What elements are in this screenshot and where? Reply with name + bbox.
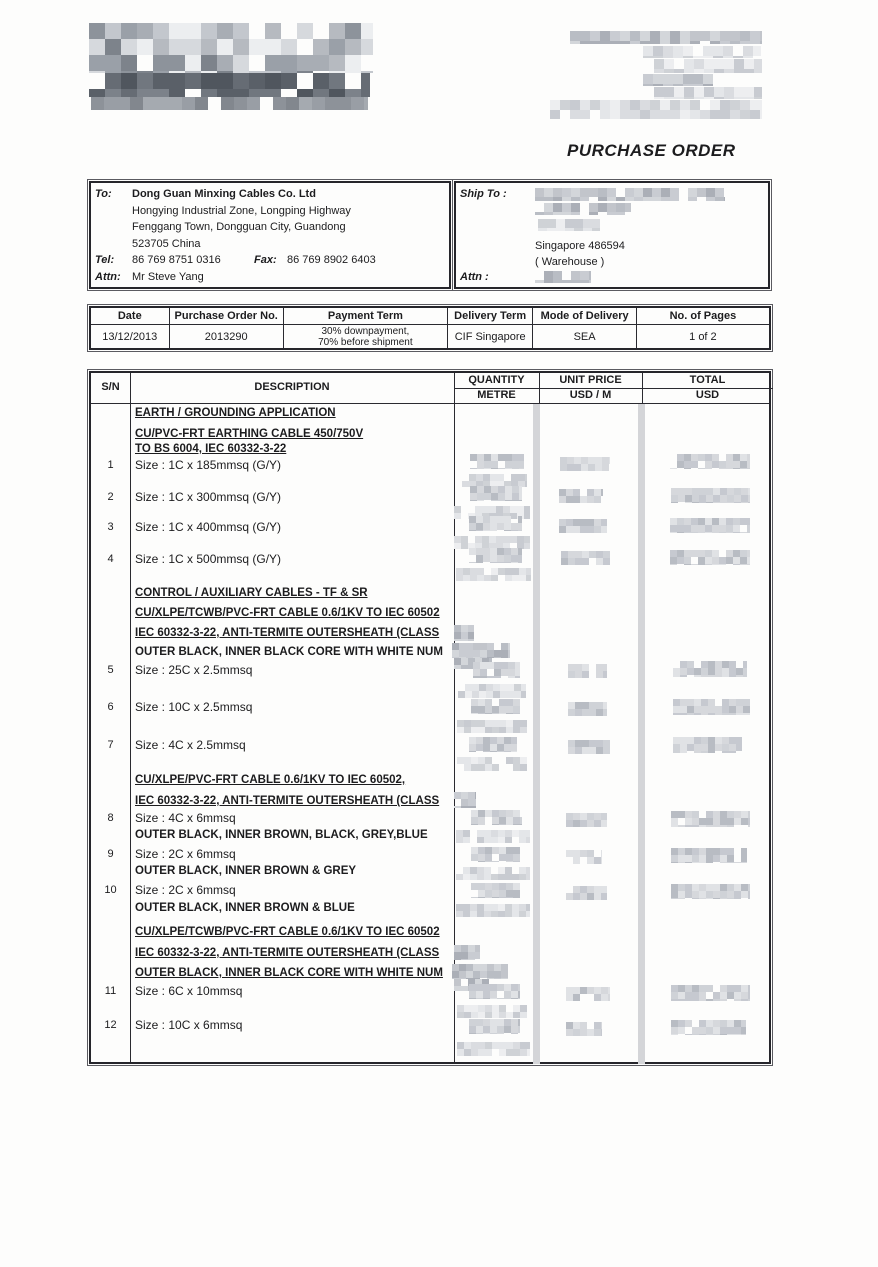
ship-attn-label: Attn : [460, 271, 489, 283]
item-sn: 7 [107, 739, 114, 751]
redacted-quantity [469, 516, 522, 531]
company-logo-redacted [89, 23, 373, 73]
description-line: Size : 4C x 2.5mmsq [135, 738, 246, 752]
description-line: IEC 60332-3-22, ANTI-TERMITE OUTERSHEATH (CLASS [135, 947, 440, 959]
redacted-total [671, 985, 750, 1001]
redacted-quantity-alt [457, 1005, 527, 1018]
ship-to-box-inner [454, 181, 770, 289]
redacted-unit-price [568, 702, 607, 716]
redacted-quantity [469, 737, 517, 752]
vendor-name: Dong Guan Minxing Cables Co. Ltd [132, 188, 316, 200]
line-items-table-inner [89, 371, 771, 1064]
item-sn: 1 [107, 459, 114, 471]
item-sn: 2 [107, 491, 114, 503]
redacted-total [673, 699, 750, 715]
header-rule [91, 403, 769, 404]
redacted-quantity [470, 454, 524, 469]
company-logo-redacted [89, 73, 370, 97]
redacted-quantity-alt [458, 684, 526, 698]
redacted-unit-price [566, 886, 607, 900]
attn-value: Mr Steve Yang [132, 271, 204, 283]
info-header: Delivery Term [448, 308, 533, 325]
redacted-quantity [469, 1019, 520, 1034]
item-sn: 8 [107, 812, 114, 824]
header-unit-price-unit: USD / M [569, 389, 612, 401]
company-address-redacted [570, 31, 762, 44]
order-info-table [87, 304, 773, 352]
description-line: CONTROL / AUXILIARY CABLES - TF & SR [135, 587, 368, 599]
ship-attn-redacted [535, 271, 591, 283]
vendor-address-line-1: Hongying Industrial Zone, Longping Highway [132, 205, 351, 217]
description-line: CU/XLPE/TCWB/PVC-FRT CABLE 0.6/1KV TO IEC 60502 [135, 926, 440, 938]
redacted-total [671, 1020, 746, 1035]
item-sn: 9 [107, 848, 114, 860]
redacted-quantity-alt [457, 757, 527, 771]
redacted-description-overflow [454, 945, 480, 960]
company-logo-redacted [91, 97, 368, 110]
description-line: Size : 2C x 6mmsq [135, 883, 236, 897]
info-header: Date [91, 308, 169, 325]
redacted-unit-price [566, 850, 602, 864]
description-line: OUTER BLACK, INNER BROWN & GREY [135, 865, 357, 877]
redacted-total [670, 454, 750, 469]
attn-label: Attn: [95, 271, 121, 283]
description-line: Size : 6C x 10mmsq [135, 984, 243, 998]
info-value: 1 of 2 [689, 330, 717, 343]
redacted-unit-price [568, 740, 610, 754]
info-header: Mode of Delivery [533, 308, 635, 325]
fax-value: 86 769 8902 6403 [287, 254, 376, 266]
scan-streak [638, 404, 645, 1064]
vendor-address-box-inner [89, 181, 451, 289]
description-line: IEC 60332-3-22, ANTI-TERMITE OUTERSHEATH (CLASS [135, 627, 440, 639]
redacted-quantity-alt [456, 568, 531, 581]
description-line: Size : 1C x 500mmsq (G/Y) [135, 552, 282, 566]
redacted-quantity [470, 486, 522, 501]
header-quantity-unit: METRE [477, 389, 516, 401]
info-header: Purchase Order No. [170, 308, 283, 325]
redacted-quantity-alt [457, 1042, 530, 1056]
header-total-unit: USD [695, 389, 720, 401]
redacted-quantity [469, 548, 522, 563]
redacted-quantity [473, 662, 520, 678]
item-sn: 5 [107, 664, 114, 676]
info-column [448, 308, 534, 348]
redacted-quantity [471, 810, 522, 825]
redacted-description-overflow [454, 792, 476, 808]
fax-label: Fax: [254, 254, 277, 266]
company-address-redacted [550, 100, 762, 119]
item-sn: 4 [107, 553, 114, 565]
header-unit-price: UNIT PRICE [559, 374, 622, 386]
redacted-total [671, 848, 747, 863]
ship-to-address-redacted [535, 188, 725, 201]
redacted-total [670, 518, 750, 533]
description-line: Size : 1C x 400mmsq (G/Y) [135, 520, 282, 534]
company-address-redacted [654, 87, 762, 99]
info-value: 30% downpayment, 70% before shipment [318, 325, 413, 348]
redacted-quantity-alt [456, 830, 530, 843]
vendor-address-line-2: Fenggang Town, Dongguan City, Guandong [132, 221, 346, 233]
company-address-redacted [654, 59, 762, 73]
redacted-total [670, 550, 750, 565]
info-value: 13/12/2013 [102, 330, 158, 343]
item-sn: 12 [104, 1019, 117, 1031]
redacted-quantity-alt [457, 720, 527, 733]
info-value: CIF Singapore [454, 330, 526, 343]
item-sn: 11 [104, 985, 117, 997]
description-line: EARTH / GROUNDING APPLICATION [135, 407, 336, 419]
description-line: Size : 1C x 185mmsq (G/Y) [135, 458, 282, 472]
redacted-unit-price [560, 457, 610, 471]
redacted-description-overflow [454, 625, 474, 641]
description-line: OUTER BLACK, INNER BROWN & BLUE [135, 902, 355, 914]
ship-to-label: Ship To : [460, 188, 507, 200]
line-items-table [87, 369, 773, 1066]
info-column [284, 308, 448, 348]
scan-streak [533, 404, 540, 1064]
description-line: CU/XLPE/PVC-FRT CABLE 0.6/1KV TO IEC 60502, [135, 774, 406, 786]
description-line: Size : 25C x 2.5mmsq [135, 663, 253, 677]
description-line: IEC 60332-3-22, ANTI-TERMITE OUTERSHEATH (CLASS [135, 795, 440, 807]
redacted-quantity-alt [456, 904, 530, 917]
ship-to-note: ( Warehouse ) [535, 256, 605, 268]
document-title: PURCHASE ORDER [567, 141, 736, 160]
redacted-description-overflow [452, 643, 510, 658]
redacted-total [671, 811, 750, 827]
description-line: CU/XLPE/TCWB/PVC-FRT CABLE 0.6/1KV TO IEC 60502 [135, 607, 440, 619]
redacted-total [673, 737, 742, 753]
ship-to-city: Singapore 486594 [535, 240, 625, 252]
redacted-unit-price [559, 519, 607, 533]
redacted-quantity [471, 699, 520, 714]
description-line: Size : 10C x 2.5mmsq [135, 700, 253, 714]
redacted-unit-price [559, 489, 603, 503]
info-column [91, 308, 170, 348]
info-column [170, 308, 284, 348]
header-total: TOTAL [689, 374, 726, 386]
redacted-total [671, 488, 750, 503]
redacted-unit-price [566, 1022, 602, 1036]
info-column [533, 308, 636, 348]
info-header: No. of Pages [637, 308, 769, 325]
info-value: SEA [573, 330, 596, 343]
description-line: Size : 2C x 6mmsq [135, 847, 236, 861]
ship-to-box [452, 179, 772, 291]
company-address-redacted [643, 46, 761, 58]
redacted-quantity-alt [456, 867, 530, 880]
redacted-unit-price [566, 987, 610, 1001]
redacted-quantity [469, 984, 520, 999]
info-value: 2013290 [204, 330, 248, 343]
tel-label: Tel: [95, 254, 115, 266]
redacted-total [673, 661, 747, 677]
company-address-redacted [643, 74, 713, 86]
redacted-unit-price [561, 551, 610, 565]
redacted-unit-price [568, 664, 607, 678]
redacted-unit-price [566, 813, 607, 827]
description-line: TO BS 6004, IEC 60332-3-22 [135, 443, 287, 455]
description-line: Size : 4C x 6mmsq [135, 811, 236, 825]
redacted-quantity [471, 847, 520, 862]
description-line: OUTER BLACK, INNER BROWN, BLACK, GREY,BLUE [135, 829, 428, 841]
header-description: DESCRIPTION [254, 381, 330, 393]
item-sn: 3 [107, 521, 114, 533]
column-divider [130, 373, 131, 1062]
description-line: Size : 1C x 300mmsq (G/Y) [135, 490, 282, 504]
vendor-address-box [87, 179, 453, 291]
ship-to-address-redacted [535, 203, 631, 215]
description-line: CU/PVC-FRT EARTHING CABLE 450/750V [135, 428, 364, 440]
to-label: To: [95, 188, 112, 200]
redacted-quantity [471, 883, 520, 898]
redacted-description-overflow [452, 964, 508, 979]
description-line: Size : 10C x 6mmsq [135, 1018, 243, 1032]
header-sn: S/N [101, 381, 120, 393]
order-info-table-inner [89, 306, 771, 350]
redacted-total [671, 884, 750, 899]
description-line: OUTER BLACK, INNER BLACK CORE WITH WHITE NUM [135, 646, 443, 658]
description-line: OUTER BLACK, INNER BLACK CORE WITH WHITE NUM [135, 967, 443, 979]
item-sn: 10 [104, 884, 117, 896]
info-column [637, 308, 769, 348]
item-sn: 6 [107, 701, 114, 713]
ship-to-address-redacted [538, 219, 600, 231]
tel-value: 86 769 8751 0316 [132, 254, 221, 266]
header-quantity: QUANTITY [468, 374, 525, 386]
info-header: Payment Term [284, 308, 447, 325]
vendor-address-line-3: 523705 China [132, 238, 201, 250]
